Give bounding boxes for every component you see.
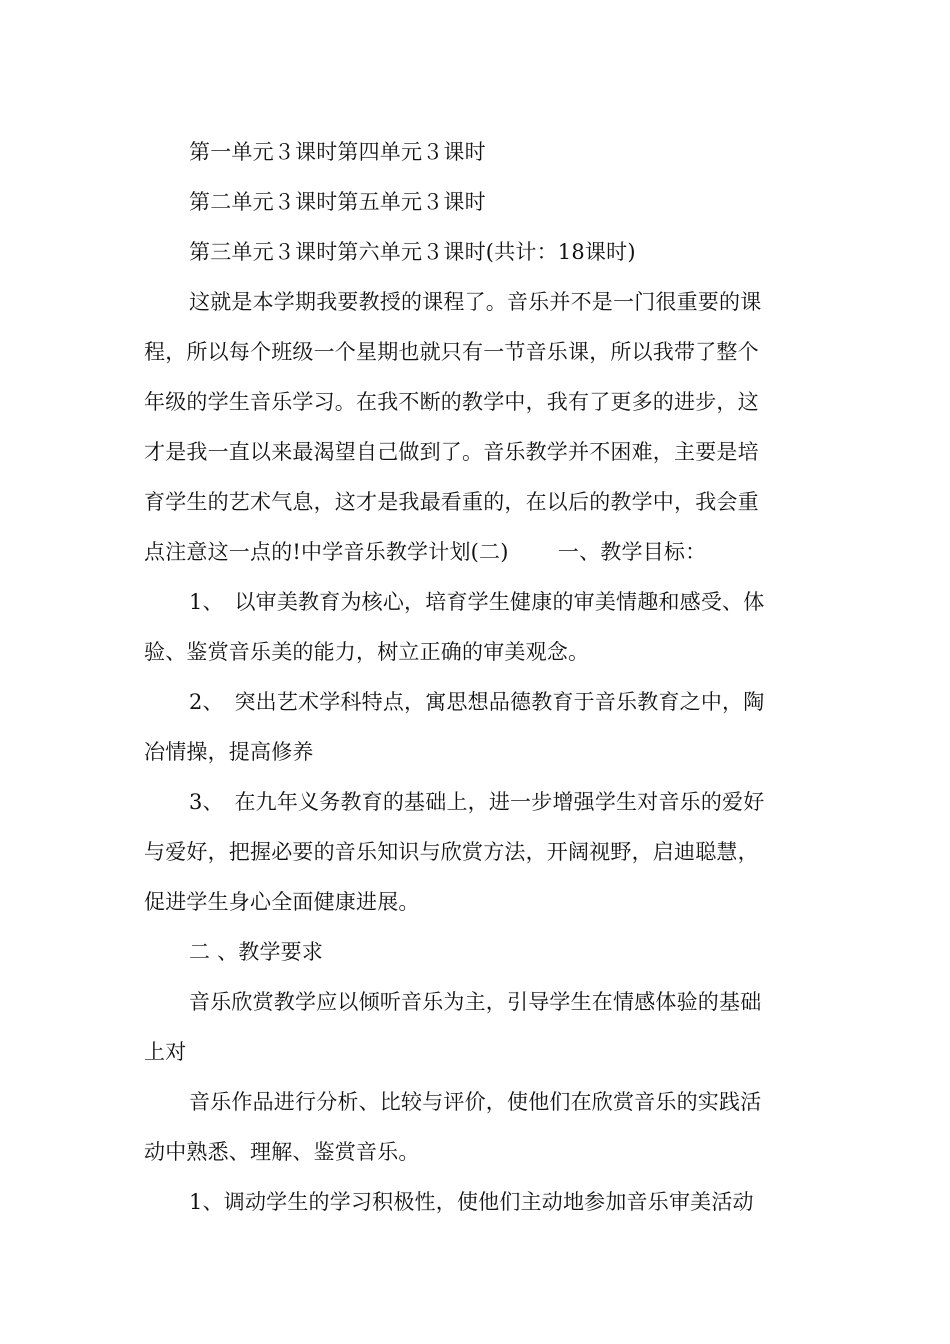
text-line: 冶情操，提高修养 bbox=[144, 740, 314, 764]
text-line: 第二单元３课时第五单元３课时 bbox=[189, 190, 486, 214]
text-line: 育学生的艺术气息，这才是我最看重的，在以后的教学中，我会重 bbox=[144, 490, 759, 514]
text-line: 这就是本学期我要教授的课程了。音乐并不是一门很重要的课 bbox=[189, 290, 762, 314]
text-line: 与爱好，把握必要的音乐知识与欣赏方法，开阔视野，启迪聪慧， bbox=[144, 840, 759, 864]
text-line: 2、 突出艺术学科特点，寓思想品德教育于音乐教育之中，陶 bbox=[189, 690, 765, 714]
text-line: 年级的学生音乐学习。在我不断的教学中，我有了更多的进步，这 bbox=[144, 390, 759, 414]
text-line: 才是我一直以来最渴望自己做到了。音乐教学并不困难，主要是培 bbox=[144, 440, 759, 464]
text-line: 验、鉴赏音乐美的能力，树立正确的审美观念。 bbox=[144, 640, 590, 664]
text-line: 第三单元３课时第六单元３课时(共计：18课时) bbox=[189, 240, 636, 264]
section-heading: 二 、教学要求 bbox=[189, 940, 324, 964]
text-line: 1、 以审美教育为核心，培育学生健康的审美情趣和感受、体 bbox=[189, 590, 765, 614]
text-line: 1、调动学生的学习积极性，使他们主动地参加音乐审美活动 bbox=[189, 1190, 754, 1214]
text-line: 促进学生身心全面健康进展。 bbox=[144, 890, 420, 914]
text-line: 上对 bbox=[144, 1040, 187, 1064]
text-line: 音乐作品进行分析、比较与评价，使他们在欣赏音乐的实践活 bbox=[189, 1090, 762, 1114]
text-line: 第一单元３课时第四单元３课时 bbox=[189, 140, 486, 164]
text-line: 3、 在九年义务教育的基础上，进一步增强学生对音乐的爱好 bbox=[189, 790, 765, 814]
text-line: 程，所以每个班级一个星期也就只有一节音乐课，所以我带了整个 bbox=[144, 340, 759, 364]
text-line: 动中熟悉、理解、鉴赏音乐。 bbox=[144, 1140, 420, 1164]
text-line: 点注意这一点的!中学音乐教学计划(二) 一、教学目标： bbox=[144, 540, 707, 564]
text-line: 音乐欣赏教学应以倾听音乐为主，引导学生在情感体验的基础 bbox=[189, 990, 762, 1014]
